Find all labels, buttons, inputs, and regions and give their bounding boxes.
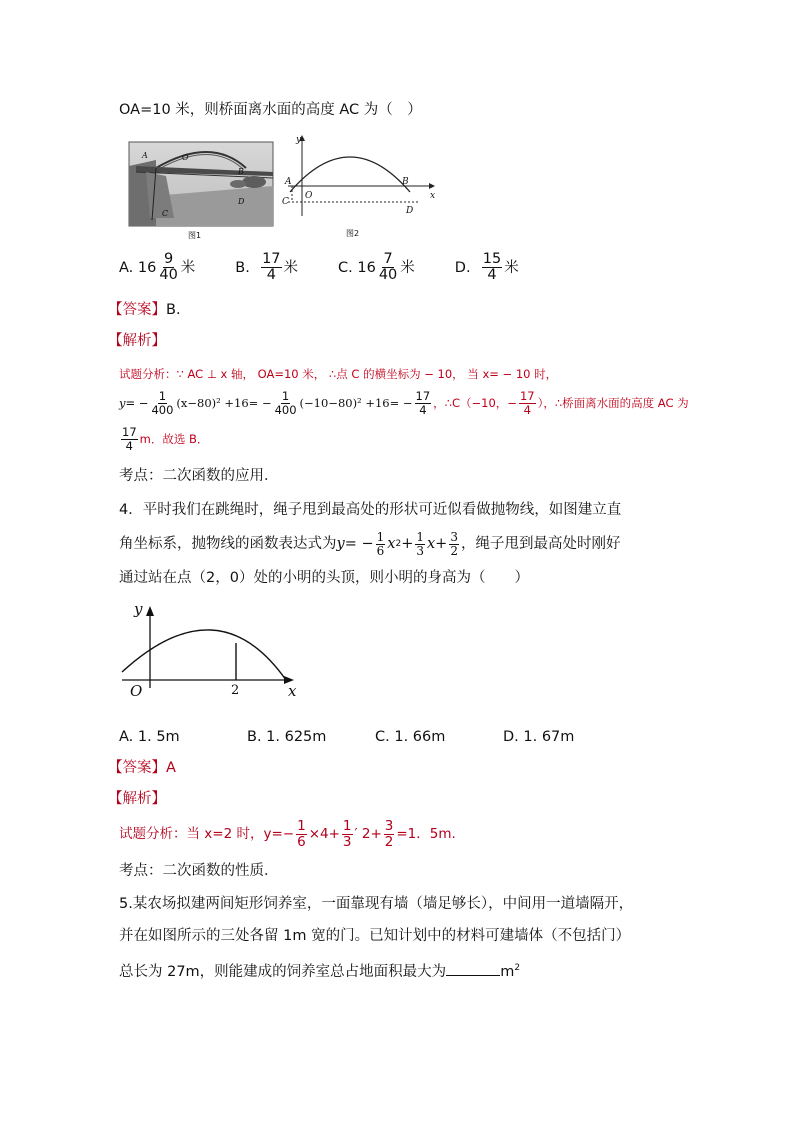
q3-kaodian: 考点：二次函数的应用． [119,468,279,484]
q4-option-c: C. 1. 66m [375,729,446,745]
q4-option-b: B. 1. 625m [247,729,327,745]
figure-2 [282,132,442,242]
fig2-x: x [430,191,436,201]
fig1-caption: 图1 [188,231,202,240]
q3-stem: OA=10 米，则桥面离水面的高度 AC 为（ ） [119,102,422,118]
q3-analysis-tag: 【解析】 [108,333,166,349]
fig1-label-o: O [182,153,189,162]
q3-options [119,252,519,283]
q4-kaodian: 考点：二次函数的性质． [119,863,279,879]
q3-option-c: C. 16 $\frac{7}{40}$ 米 [338,251,415,284]
fig1-label-d: D [238,197,245,206]
q5-line2: 并在如图所示的三处各留 1m 宽的门。已知计划中的材料可建墙体（不包括门） [119,928,631,944]
fig2-caption: 图2 [346,229,360,238]
q4-graph [118,600,318,702]
q3-answer: 【答案】B. [108,302,181,318]
q4-graph-x: x [288,682,297,700]
jump-rope-parabola [118,600,318,702]
fig1-label-b: B [238,167,244,176]
fig2-c: C [282,197,289,207]
q3-option-d: D. $\frac{15}{4}$ 米 [454,251,519,284]
bridge-photo [126,138,276,242]
parabola-diagram [282,132,442,242]
fig2-a: A [285,177,292,187]
q4-option-d: D. 1. 67m [503,729,575,745]
q4-answer: 【答案】A [108,760,176,776]
q5-line1: 5.某农场拟建两间矩形饲养室，一面靠现有墙（墙足够长），中间用一道墙隔开， [119,896,634,912]
fig2-y: y [296,135,302,145]
fig1-label-a: A [142,151,148,160]
q3-analysis-line1: 试题分析：∵ AC ⊥ x 轴， OA=10 米， ∴点 C 的横坐标为 − 10， 当 x= − 10 时， [119,367,558,381]
q3-option-a: A. 16 $\frac{9}{40}$ 米 [119,251,196,284]
q3-option-b: B. $\frac{17}{4}$ 米 [235,251,299,284]
q4-line1: 4．平时我们在跳绳时，绳子甩到最高处的形状可近似看做抛物线，如图建立直 [119,502,622,518]
q4-analysis: 试题分析：当 x=2 时，y=− $\frac{1}{6}$ ×4+ $\frac{1}{3}$ ′ 2+ $\frac{3}{2}$ =1．5m. [119,818,456,850]
q4-graph-origin: O [130,682,143,700]
q4-graph-y: y [134,600,143,618]
q4-option-a: A. 1. 5m [119,729,180,745]
q5-line3: 总长为 27m，则能建成的饲养室总占地面积最大为 $m^2$ [119,958,520,982]
q4-line3: 通过站在点（2，0）处的小明的头顶，则小明的身高为（ ） [119,570,529,586]
q5-answer-blank[interactable] [446,961,500,976]
fig2-b: B [402,177,409,187]
q4-line2: 角坐标系，抛物线的函数表达式为 y = − $\frac{1}{6}$ x 2 + $\frac{1}{3}$ x + $\frac{3}{2}$ ，绳子甩到最高处时刚好 [119,529,621,558]
q4-analysis-tag: 【解析】 [108,791,166,807]
q4-options [119,727,574,747]
fig2-d: D [406,206,414,216]
figure-1 [126,138,276,242]
q3-analysis-end: $\frac{17}{4}$ m．故选 B． [122,425,209,453]
fig1-label-c: C [162,209,169,218]
q4-graph-two: 2 [231,683,240,698]
fig2-o: O [305,191,313,201]
q3-analysis-equation: y = − $\frac{1}{400}$ (x−80)² +16= − $\frac{1}{400}$ (−10−80)² +16= − $\frac{17}{4}$ ，∴C（−10，− $\frac{17}{4}$ ），∴桥面离水面的高度 AC 为 [119,389,689,417]
